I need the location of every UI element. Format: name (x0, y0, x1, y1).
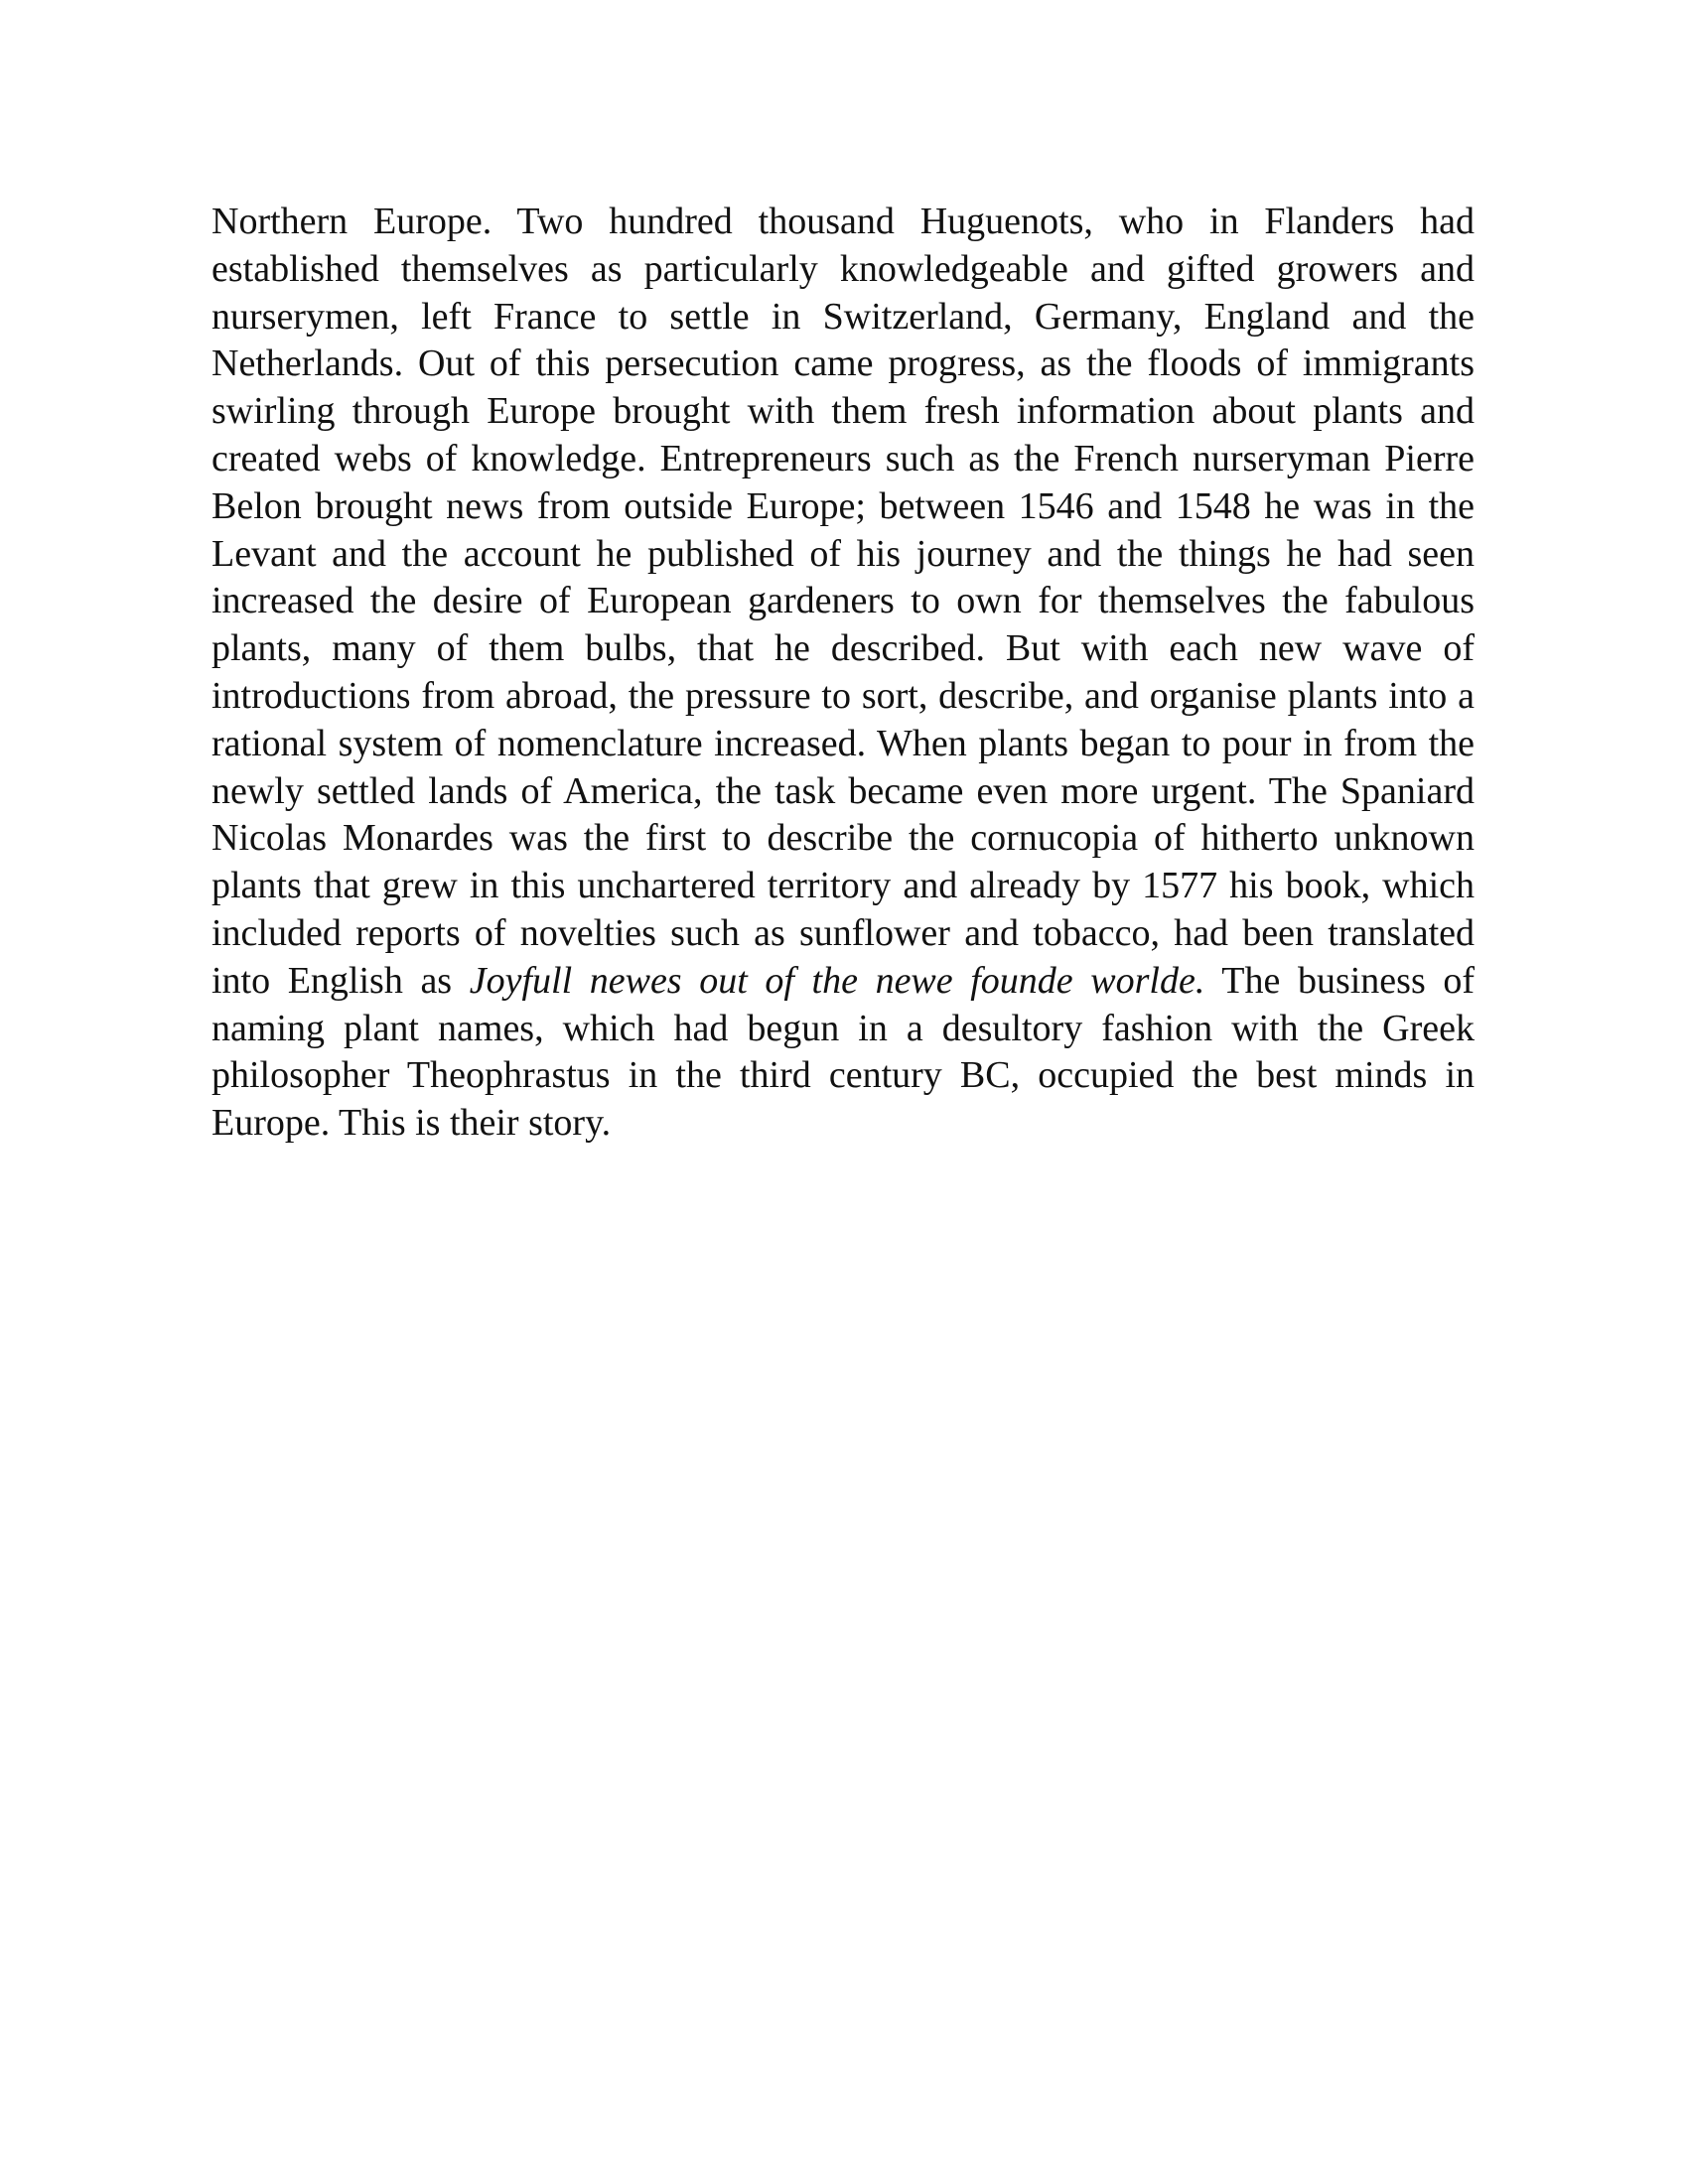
paragraph-text-end: The business of naming plant names, which had begun in a desultory fashion with the Greek philosopher Theophrastus in the third century BC, occupied the best minds in Europe. This is their story. (211, 959, 1475, 1145)
paragraph-text-start: Northern Europe. Two hundred thousand Huguenots, who in Flanders had established themselves as particularly knowledgeable and gifted growers and nurserymen, left France to settle in Switzerland, Germany, England and the Netherlands. Out of this persecution came progress, as the floods of immigrants swirling through Europe brought with them fresh information about plants and created webs of knowledge. Entrepreneurs such as the French nurseryman Pierre Belon brought news from outside Europe; between 1546 and 1548 he was in the Levant and the account he published of his journey and the things he had seen increased the desire of European gardeners to own for themselves the fabulous plants, many of them bulbs, that he described. But with each new wave of introductions from abroad, the pressure to sort, describe, and organise plants into a rational system of nomenclature increased. When plants began to pour in from the newly settled lands of America, the task became even more urgent. The Spaniard Nicolas Monardes was the first to describe the cornucopia of hitherto unknown plants that grew in this unchartered territory and already by 1577 his book, which included reports of novelties such as sunflower and tobacco, had been translated into English as (211, 201, 1475, 1002)
book-title: Joyfull newes out of the newe founde worlde. (469, 959, 1205, 1002)
body-paragraph (211, 199, 1475, 1148)
